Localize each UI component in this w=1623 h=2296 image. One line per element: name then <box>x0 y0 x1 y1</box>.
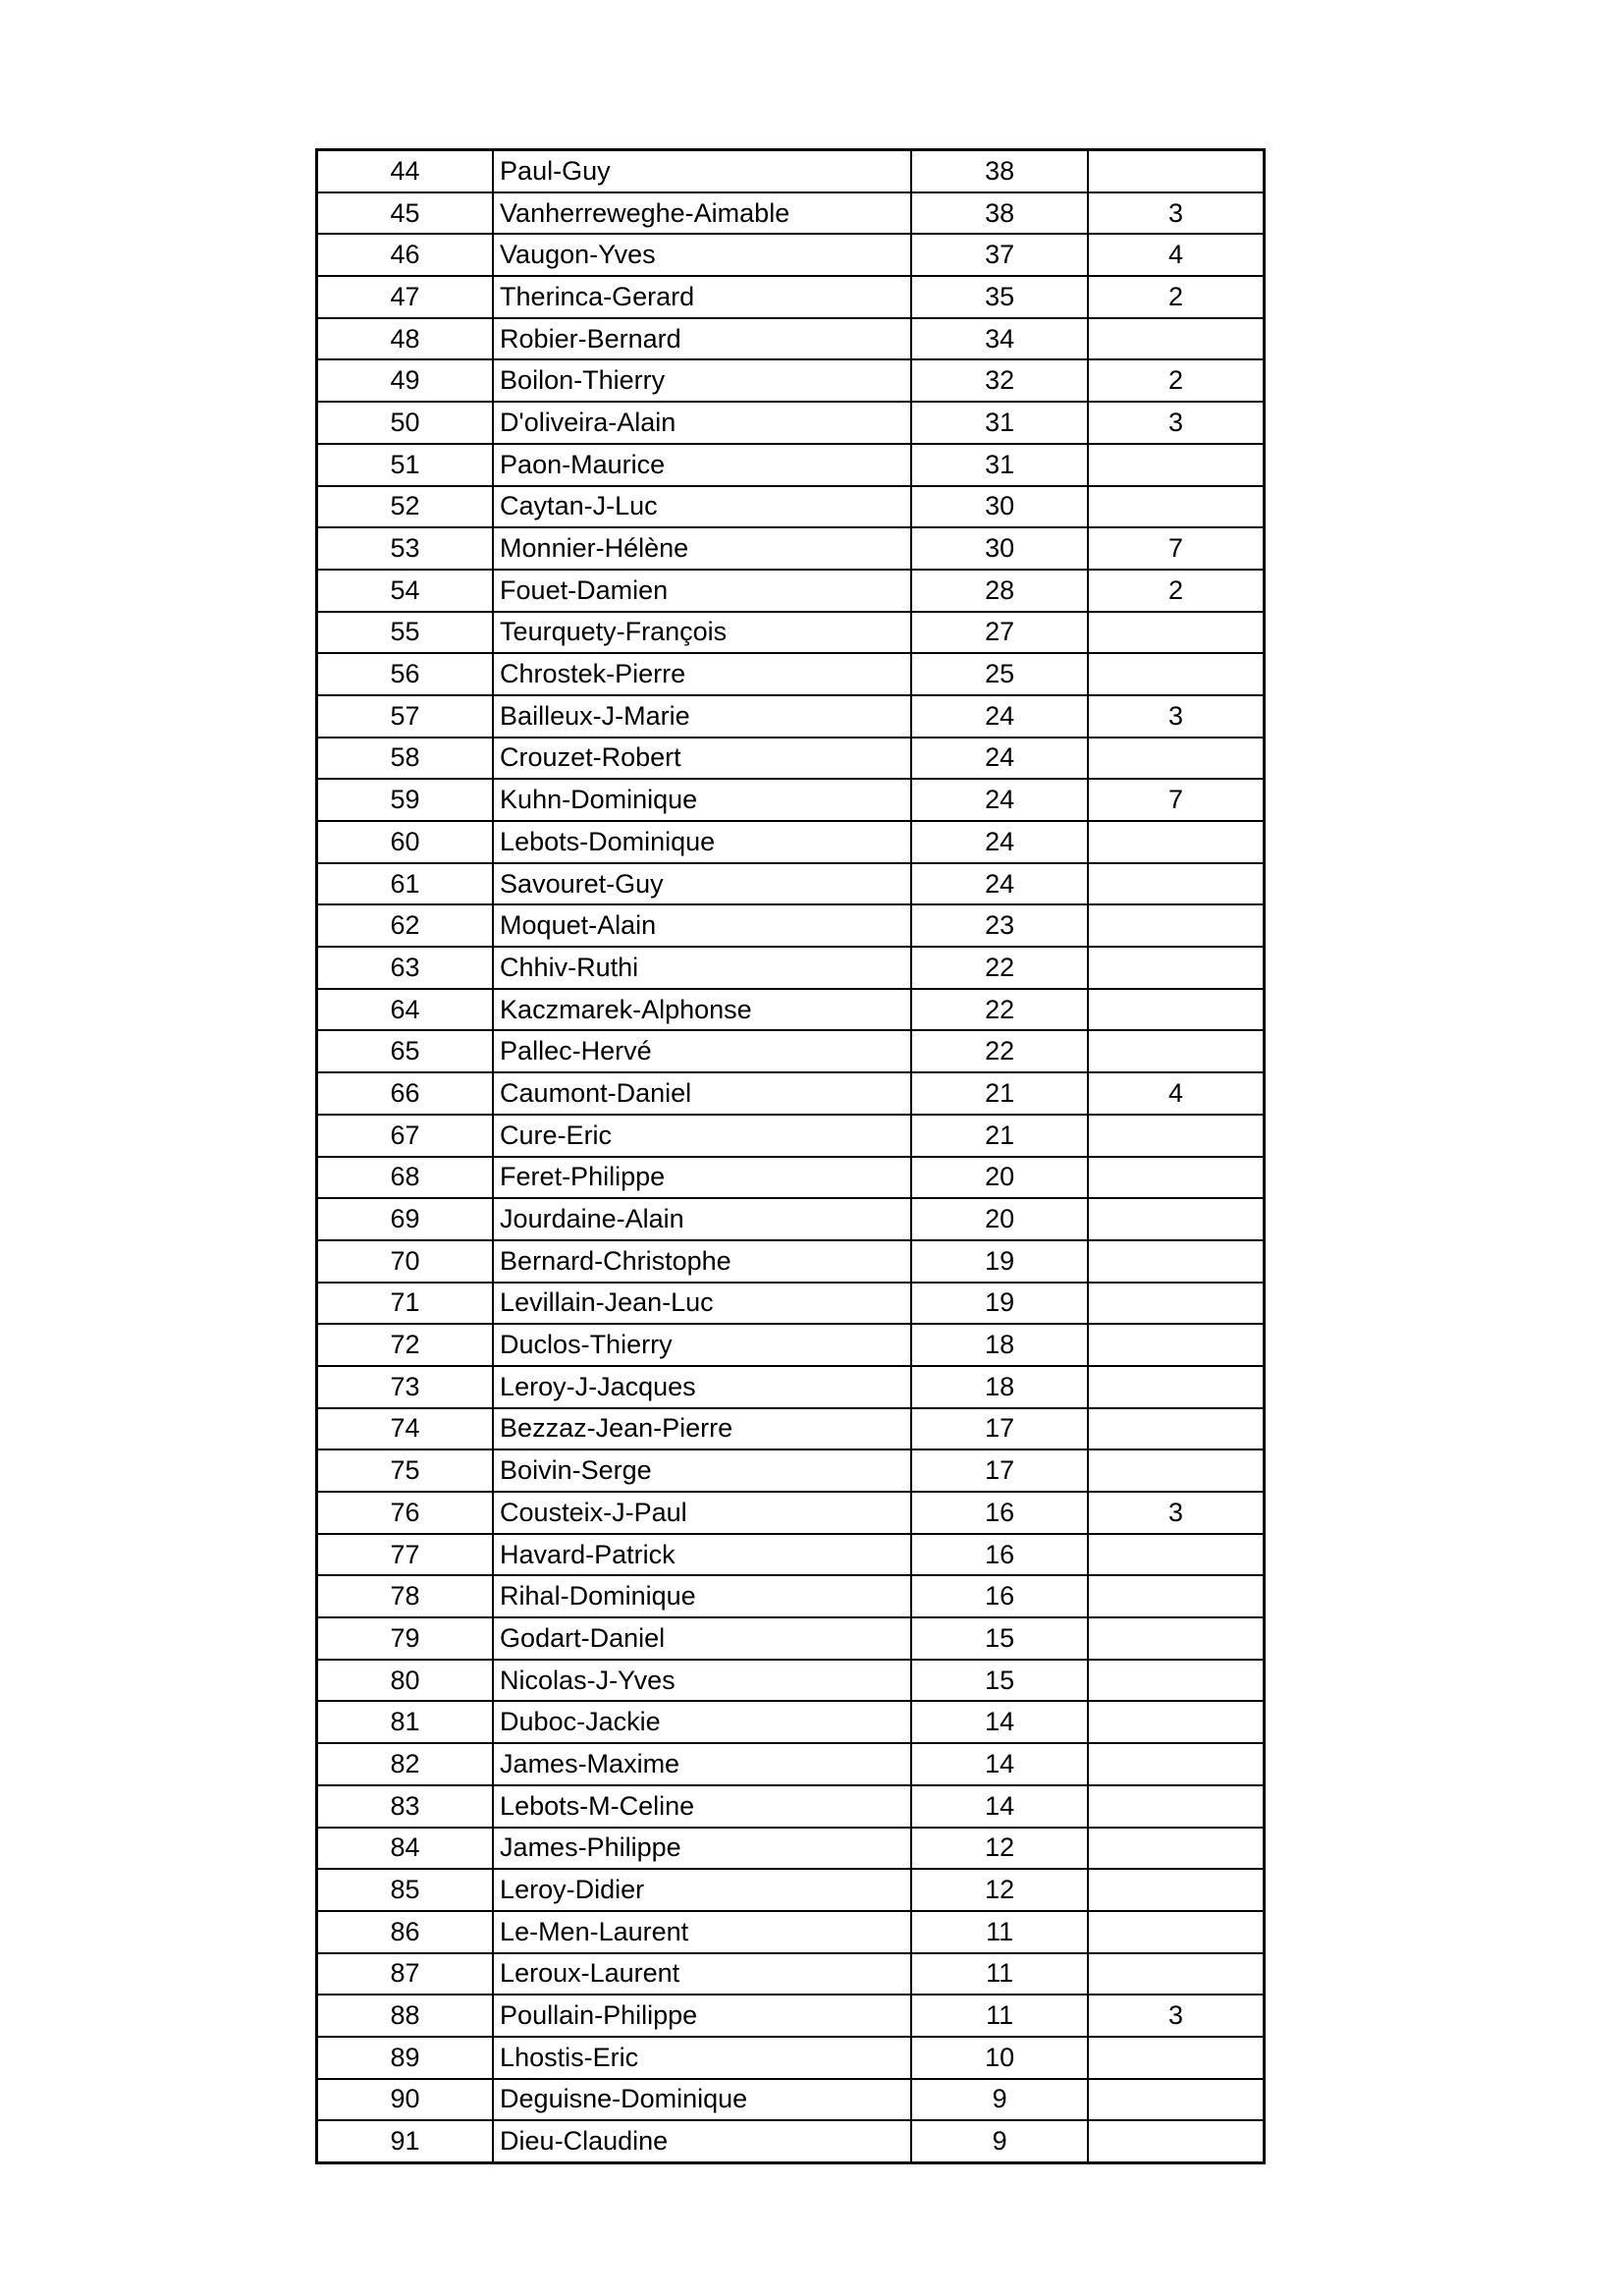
points-cell: 18 <box>911 1324 1088 1366</box>
name-cell: Lebots-Dominique <box>493 821 911 863</box>
table-row <box>317 1072 1265 1115</box>
points-cell: 12 <box>911 1828 1088 1870</box>
name-cell: Le-Men-Laurent <box>493 1911 911 1953</box>
name-cell: Bernard-Christophe <box>493 1240 911 1283</box>
rank-cell: 71 <box>317 1283 494 1325</box>
table-row <box>317 486 1265 528</box>
table-row <box>317 1240 1265 1283</box>
name-cell: Jourdaine-Alain <box>493 1198 911 1240</box>
rank-cell: 72 <box>317 1324 494 1366</box>
extra-cell <box>1088 1157 1265 1199</box>
name-cell: James-Maxime <box>493 1743 911 1785</box>
points-cell: 21 <box>911 1072 1088 1115</box>
extra-cell: 3 <box>1088 1995 1265 2037</box>
rank-cell: 70 <box>317 1240 494 1283</box>
table-row <box>317 738 1265 780</box>
points-cell: 18 <box>911 1366 1088 1408</box>
rank-cell: 91 <box>317 2120 494 2162</box>
rank-cell: 58 <box>317 738 494 780</box>
extra-cell: 4 <box>1088 1072 1265 1115</box>
table-row <box>317 1617 1265 1660</box>
name-cell: Therinca-Gerard <box>493 276 911 318</box>
rank-cell: 44 <box>317 150 494 192</box>
points-cell: 22 <box>911 989 1088 1031</box>
table-row <box>317 1743 1265 1785</box>
name-cell: Leroy-Didier <box>493 1869 911 1911</box>
extra-cell <box>1088 904 1265 947</box>
table-row <box>317 1534 1265 1576</box>
points-cell: 31 <box>911 444 1088 486</box>
points-cell: 20 <box>911 1198 1088 1240</box>
name-cell: Caumont-Daniel <box>493 1072 911 1115</box>
ranking-table <box>315 148 1266 2164</box>
name-cell: Paon-Maurice <box>493 444 911 486</box>
points-cell: 19 <box>911 1240 1088 1283</box>
table-row <box>317 1660 1265 1702</box>
rank-cell: 84 <box>317 1828 494 1870</box>
extra-cell: 3 <box>1088 695 1265 738</box>
points-cell: 14 <box>911 1743 1088 1785</box>
name-cell: Boilon-Thierry <box>493 359 911 402</box>
name-cell: Cousteix-J-Paul <box>493 1492 911 1534</box>
points-cell: 12 <box>911 1869 1088 1911</box>
name-cell: Chrostek-Pierre <box>493 653 911 695</box>
extra-cell <box>1088 1785 1265 1828</box>
points-cell: 38 <box>911 192 1088 235</box>
extra-cell <box>1088 2037 1265 2079</box>
extra-cell <box>1088 1366 1265 1408</box>
points-cell: 22 <box>911 947 1088 989</box>
points-cell: 24 <box>911 821 1088 863</box>
points-cell: 24 <box>911 695 1088 738</box>
points-cell: 17 <box>911 1408 1088 1450</box>
rank-cell: 59 <box>317 779 494 821</box>
table-row <box>317 527 1265 570</box>
rank-cell: 63 <box>317 947 494 989</box>
table-row <box>317 1492 1265 1534</box>
extra-cell <box>1088 1743 1265 1785</box>
extra-cell <box>1088 2079 1265 2121</box>
name-cell: Kuhn-Dominique <box>493 779 911 821</box>
points-cell: 14 <box>911 1701 1088 1743</box>
points-cell: 11 <box>911 1911 1088 1953</box>
name-cell: D'oliveira-Alain <box>493 402 911 444</box>
name-cell: Leroux-Laurent <box>493 1953 911 1995</box>
name-cell: Teurquety-François <box>493 612 911 654</box>
rank-cell: 62 <box>317 904 494 947</box>
table-row <box>317 192 1265 235</box>
rank-cell: 64 <box>317 989 494 1031</box>
name-cell: Duclos-Thierry <box>493 1324 911 1366</box>
table-row <box>317 989 1265 1031</box>
points-cell: 9 <box>911 2079 1088 2121</box>
name-cell: Moquet-Alain <box>493 904 911 947</box>
extra-cell: 3 <box>1088 192 1265 235</box>
table-row <box>317 1785 1265 1828</box>
name-cell: Duboc-Jackie <box>493 1701 911 1743</box>
table-row <box>317 863 1265 905</box>
rank-cell: 85 <box>317 1869 494 1911</box>
table-row <box>317 1911 1265 1953</box>
rank-cell: 57 <box>317 695 494 738</box>
points-cell: 20 <box>911 1157 1088 1199</box>
name-cell: Chhiv-Ruthi <box>493 947 911 989</box>
name-cell: Vanherreweghe-Aimable <box>493 192 911 235</box>
name-cell: Lhostis-Eric <box>493 2037 911 2079</box>
rank-cell: 82 <box>317 1743 494 1785</box>
points-cell: 15 <box>911 1660 1088 1702</box>
rank-cell: 47 <box>317 276 494 318</box>
points-cell: 16 <box>911 1575 1088 1617</box>
extra-cell <box>1088 1660 1265 1702</box>
points-cell: 37 <box>911 234 1088 276</box>
name-cell: Levillain-Jean-Luc <box>493 1283 911 1325</box>
points-cell: 31 <box>911 402 1088 444</box>
rank-cell: 89 <box>317 2037 494 2079</box>
table-row <box>317 904 1265 947</box>
rank-cell: 86 <box>317 1911 494 1953</box>
rank-cell: 78 <box>317 1575 494 1617</box>
table-row <box>317 1030 1265 1072</box>
name-cell: Havard-Patrick <box>493 1534 911 1576</box>
points-cell: 10 <box>911 2037 1088 2079</box>
name-cell: Bailleux-J-Marie <box>493 695 911 738</box>
rank-cell: 50 <box>317 402 494 444</box>
table-row <box>317 359 1265 402</box>
name-cell: Bezzaz-Jean-Pierre <box>493 1408 911 1450</box>
name-cell: Dieu-Claudine <box>493 2120 911 2162</box>
table-row <box>317 1157 1265 1199</box>
name-cell: Paul-Guy <box>493 150 911 192</box>
extra-cell <box>1088 738 1265 780</box>
table-row <box>317 1828 1265 1870</box>
extra-cell <box>1088 1869 1265 1911</box>
extra-cell: 3 <box>1088 1492 1265 1534</box>
extra-cell <box>1088 1449 1265 1492</box>
extra-cell <box>1088 947 1265 989</box>
rank-cell: 74 <box>317 1408 494 1450</box>
points-cell: 9 <box>911 2120 1088 2162</box>
extra-cell <box>1088 612 1265 654</box>
points-cell: 24 <box>911 779 1088 821</box>
table-row <box>317 1575 1265 1617</box>
name-cell: Monnier-Hélène <box>493 527 911 570</box>
name-cell: Cure-Eric <box>493 1115 911 1157</box>
name-cell: Savouret-Guy <box>493 863 911 905</box>
table-row <box>317 1449 1265 1492</box>
table-row <box>317 1366 1265 1408</box>
rank-cell: 75 <box>317 1449 494 1492</box>
extra-cell <box>1088 1534 1265 1576</box>
extra-cell <box>1088 1911 1265 1953</box>
name-cell: Boivin-Serge <box>493 1449 911 1492</box>
points-cell: 35 <box>911 276 1088 318</box>
extra-cell <box>1088 1617 1265 1660</box>
extra-cell <box>1088 1575 1265 1617</box>
points-cell: 38 <box>911 150 1088 192</box>
extra-cell <box>1088 318 1265 360</box>
table-row <box>317 947 1265 989</box>
extra-cell <box>1088 821 1265 863</box>
name-cell: Vaugon-Yves <box>493 234 911 276</box>
table-row <box>317 234 1265 276</box>
extra-cell <box>1088 1240 1265 1283</box>
rank-cell: 45 <box>317 192 494 235</box>
rank-cell: 60 <box>317 821 494 863</box>
extra-cell <box>1088 863 1265 905</box>
rank-cell: 49 <box>317 359 494 402</box>
rank-cell: 54 <box>317 570 494 612</box>
rank-cell: 51 <box>317 444 494 486</box>
table-row <box>317 1283 1265 1325</box>
extra-cell <box>1088 1324 1265 1366</box>
points-cell: 11 <box>911 1953 1088 1995</box>
table-row <box>317 1408 1265 1450</box>
points-cell: 24 <box>911 863 1088 905</box>
name-cell: Nicolas-J-Yves <box>493 1660 911 1702</box>
extra-cell: 3 <box>1088 402 1265 444</box>
table-row <box>317 612 1265 654</box>
name-cell: Robier-Bernard <box>493 318 911 360</box>
rank-cell: 76 <box>317 1492 494 1534</box>
rank-cell: 81 <box>317 1701 494 1743</box>
table-row <box>317 150 1265 192</box>
points-cell: 16 <box>911 1534 1088 1576</box>
name-cell: Caytan-J-Luc <box>493 486 911 528</box>
table-row <box>317 1869 1265 1911</box>
rank-cell: 69 <box>317 1198 494 1240</box>
rank-cell: 79 <box>317 1617 494 1660</box>
rank-cell: 77 <box>317 1534 494 1576</box>
points-cell: 24 <box>911 738 1088 780</box>
name-cell: Poullain-Philippe <box>493 1995 911 2037</box>
table-row <box>317 402 1265 444</box>
points-cell: 14 <box>911 1785 1088 1828</box>
extra-cell: 2 <box>1088 276 1265 318</box>
points-cell: 25 <box>911 653 1088 695</box>
table-row <box>317 318 1265 360</box>
table-row <box>317 444 1265 486</box>
extra-cell <box>1088 444 1265 486</box>
extra-cell: 7 <box>1088 527 1265 570</box>
extra-cell <box>1088 150 1265 192</box>
rank-cell: 56 <box>317 653 494 695</box>
table-row <box>317 2037 1265 2079</box>
rank-cell: 65 <box>317 1030 494 1072</box>
table-row <box>317 276 1265 318</box>
name-cell: James-Philippe <box>493 1828 911 1870</box>
rank-cell: 73 <box>317 1366 494 1408</box>
rank-cell: 66 <box>317 1072 494 1115</box>
extra-cell <box>1088 1030 1265 1072</box>
extra-cell <box>1088 1953 1265 1995</box>
extra-cell: 7 <box>1088 779 1265 821</box>
rank-cell: 55 <box>317 612 494 654</box>
table-row <box>317 653 1265 695</box>
table-row <box>317 1995 1265 2037</box>
points-cell: 30 <box>911 486 1088 528</box>
extra-cell <box>1088 1701 1265 1743</box>
extra-cell: 2 <box>1088 570 1265 612</box>
rank-cell: 46 <box>317 234 494 276</box>
points-cell: 17 <box>911 1449 1088 1492</box>
table-row <box>317 570 1265 612</box>
name-cell: Godart-Daniel <box>493 1617 911 1660</box>
points-cell: 21 <box>911 1115 1088 1157</box>
points-cell: 19 <box>911 1283 1088 1325</box>
extra-cell <box>1088 1115 1265 1157</box>
points-cell: 30 <box>911 527 1088 570</box>
table-row <box>317 1953 1265 1995</box>
extra-cell <box>1088 486 1265 528</box>
ranking-table-body <box>317 150 1265 2163</box>
points-cell: 23 <box>911 904 1088 947</box>
rank-cell: 61 <box>317 863 494 905</box>
name-cell: Feret-Philippe <box>493 1157 911 1199</box>
table-row <box>317 821 1265 863</box>
table-row <box>317 779 1265 821</box>
table-row <box>317 2079 1265 2121</box>
rank-cell: 83 <box>317 1785 494 1828</box>
name-cell: Lebots-M-Celine <box>493 1785 911 1828</box>
rank-cell: 52 <box>317 486 494 528</box>
rank-cell: 87 <box>317 1953 494 1995</box>
table-row <box>317 695 1265 738</box>
name-cell: Fouet-Damien <box>493 570 911 612</box>
rank-cell: 88 <box>317 1995 494 2037</box>
extra-cell <box>1088 1828 1265 1870</box>
table-row <box>317 1115 1265 1157</box>
extra-cell <box>1088 2120 1265 2162</box>
extra-cell: 4 <box>1088 234 1265 276</box>
table-row <box>317 1324 1265 1366</box>
rank-cell: 53 <box>317 527 494 570</box>
table-row <box>317 1198 1265 1240</box>
extra-cell <box>1088 1198 1265 1240</box>
name-cell: Kaczmarek-Alphonse <box>493 989 911 1031</box>
extra-cell: 2 <box>1088 359 1265 402</box>
name-cell: Crouzet-Robert <box>493 738 911 780</box>
points-cell: 15 <box>911 1617 1088 1660</box>
name-cell: Leroy-J-Jacques <box>493 1366 911 1408</box>
name-cell: Pallec-Hervé <box>493 1030 911 1072</box>
points-cell: 34 <box>911 318 1088 360</box>
table-row <box>317 1701 1265 1743</box>
extra-cell <box>1088 1283 1265 1325</box>
points-cell: 27 <box>911 612 1088 654</box>
table-row <box>317 2120 1265 2162</box>
rank-cell: 67 <box>317 1115 494 1157</box>
points-cell: 22 <box>911 1030 1088 1072</box>
extra-cell <box>1088 1408 1265 1450</box>
points-cell: 28 <box>911 570 1088 612</box>
points-cell: 32 <box>911 359 1088 402</box>
points-cell: 16 <box>911 1492 1088 1534</box>
points-cell: 11 <box>911 1995 1088 2037</box>
name-cell: Deguisne-Dominique <box>493 2079 911 2121</box>
extra-cell <box>1088 653 1265 695</box>
extra-cell <box>1088 989 1265 1031</box>
rank-cell: 48 <box>317 318 494 360</box>
rank-cell: 68 <box>317 1157 494 1199</box>
rank-cell: 90 <box>317 2079 494 2121</box>
name-cell: Rihal-Dominique <box>493 1575 911 1617</box>
rank-cell: 80 <box>317 1660 494 1702</box>
